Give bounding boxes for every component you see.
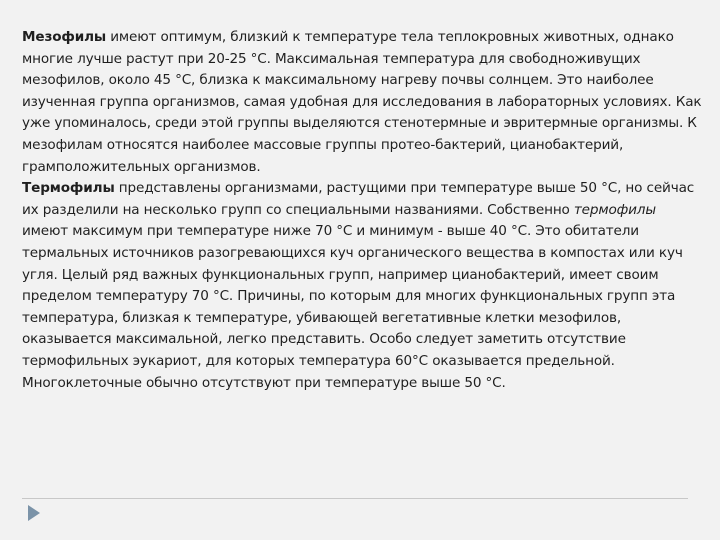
thermophiles-description-b: имеют максимум при температуре ниже 70 °С и минимум - выше 40 °С. Это обитатели термальных источников разогревающихся куч органического вещества в компостах или куч угля. Целый ряд важных функциональных групп, например цианобактерий, имеет своим пределом температуру 70 °С. Причины, по которым для многих функциональных групп эта температура, близкая к температуре, убивающей вегетативные клетки мезофилов, оказывается максимальной, легко представить. Особо следует заметить отсутствие термофильных эукариот, для которых температура 60°С оказывается предельной. Многоклеточные обычно отсутствуют при температуре выше 50 °С.	[22, 223, 683, 391]
thermophiles-description-a: представлены организмами, растущими при температуре выше 50 °С, но сейчас их разделили на несколько групп со специальными названиями. Собственно	[22, 180, 695, 218]
triangle-right-icon	[28, 505, 40, 521]
footer-divider	[22, 498, 688, 499]
slide-body-text	[22, 27, 704, 394]
term-thermophiles: Термофилы	[22, 180, 115, 197]
paragraph-mesophiles	[22, 27, 704, 178]
term-thermophiles-italic: термофилы	[573, 201, 656, 218]
mesophiles-description: имеют оптимум, близкий к температуре тела теплокровных животных, однако многие лучше растут при 20-25 °С. Максимальная температура для свободноживущих мезофилов, около 45 °С, близка к максимальному нагреву почвы солнцем. Это наиболее изученная группа организмов, самая удобная для исследования в лабораторных условиях. Как уже упоминалось, среди этой группы выделяются стенотермные и эвритермные организмы. К мезофилам относятся наиболее массовые группы протео-бактерий, цианобактерий, грамположительных организмов.	[22, 29, 702, 175]
term-mesophiles: Мезофилы	[22, 29, 107, 45]
paragraph-thermophiles	[22, 178, 704, 394]
